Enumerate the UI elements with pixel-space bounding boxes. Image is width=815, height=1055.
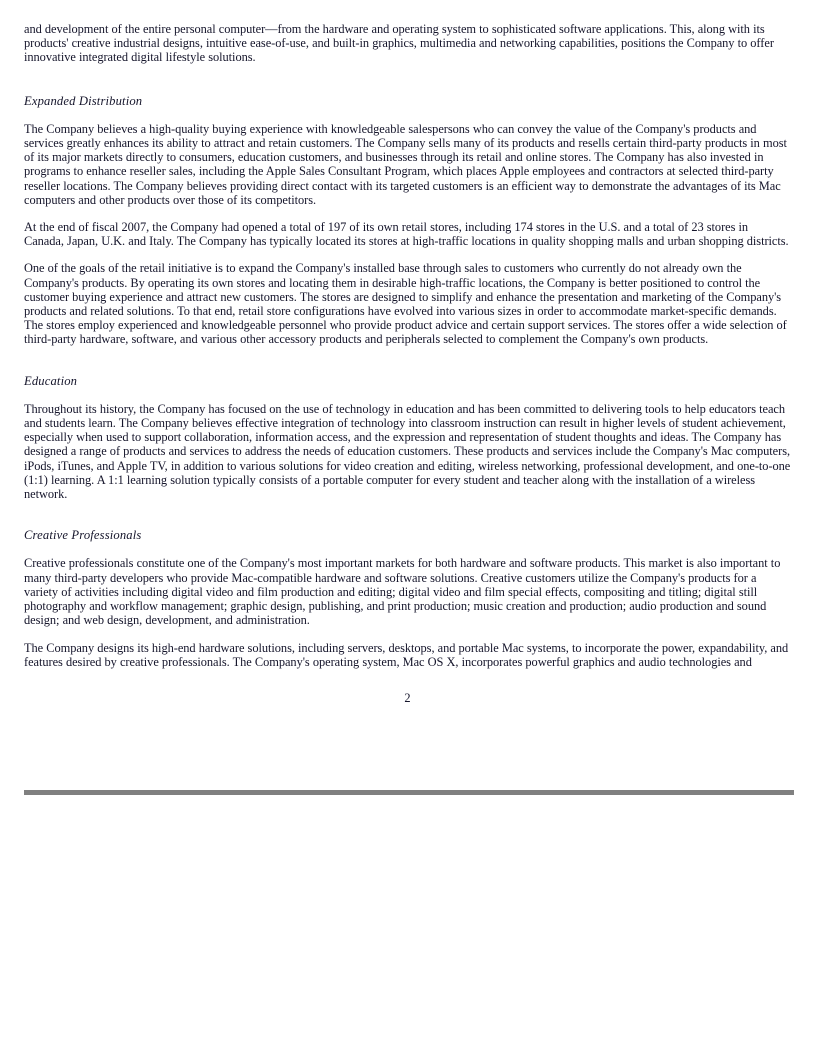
- page-number: 2: [404, 690, 411, 705]
- paragraph-intro-continued: and development of the entire personal computer—from the hardware and operating system to sophisticated software applications. This, along with its products' creative industrial designs, intuitive ease-of-use, and built-in graphics, multimedia and networking capabilities, positions the Company to offer innovative integrated digital lifestyle solutions.: [24, 22, 774, 65]
- heading-expanded-distribution: Expanded Distribution: [24, 93, 143, 108]
- text-block-container: [24, 22, 791, 669]
- paragraph-high-end-hardware: The Company designs its high-end hardware solutions, including servers, desktops, and portable Mac systems, to incorporate the power, expandability, and features desired by creative professionals. The Company's operating system, Mac OS X, incorporates powerful graphics and audio technologies and: [24, 640, 789, 669]
- paragraph-education-body: Throughout its history, the Company has focused on the use of technology in education and has been committed to delivering tools to help educators teach and students learn. The Company believes effective integration of technology into classroom instruction can result in higher levels of student achievement, especially when used to support collaboration, information access, and the expression and representation of student thoughts and ideas. The Company has designed a range of products and services to address the needs of education customers. These products and services include the Company's Mac computers, iPods, iTunes, and Apple TV, in addition to various solutions for video creation and editing, wireless networking, professional development, and one-to-one (1:1) learning. A 1:1 learning solution typically consists of a portable computer for every student and teacher along with the installation of a wireless network.: [24, 401, 791, 502]
- paragraph-retail-initiative-goals: One of the goals of the retail initiative is to expand the Company's installed base through sales to customers who currently do not already own the Company's products. By operating its own stores and locating them in desirable high-traffic locations, the Company is better positioned to control the customer buying experience and attract new customers. The stores are designed to simplify and enhance the presentation and marketing of the Company's products and related solutions. To that end, retail store configurations have evolved into various sizes in order to accommodate market-specific demands. The stores employ experienced and knowledgeable personnel who provide product advice and certain support services. The stores offer a wide selection of third-party hardware, software, and various other accessory products and peripherals selected to complement the Company's own products.: [24, 261, 787, 347]
- heading-education: Education: [24, 373, 78, 388]
- paragraph-creative-professionals-market: Creative professionals constitute one of the Company's most important markets for both hardware and software products. This market is also important to many third-party developers who provide Mac-compatible hardware and software solutions. Creative customers utilize the Company's products for a variety of activities including digital video and film production and editing; digital video and film special effects, compositing and titling; digital still photography and workflow management; graphic design, publishing, and print production; music creation and production; audio production and sound design; and web design, development, and administration.: [24, 556, 781, 628]
- paragraph-buying-experience: The Company believes a high-quality buying experience with knowledgeable salespersons who can convey the value of the Company's products and services greatly enhances its ability to attract and retain customers. The Company sells many of its products and resells certain third-party products in most of its major markets directly to consumers, education customers, and businesses through its retail and online stores. The Company has also invested in programs to enhance reseller sales, including the Apple Sales Consultant Program, which places Apple employees and contractors at selected third-party reseller locations. The Company believes providing direct contact with its targeted customers is an efficient way to demonstrate the advantages of its Mac computers and other products over those of its competitors.: [24, 121, 787, 207]
- paragraph-retail-stores-count: At the end of fiscal 2007, the Company had opened a total of 197 of its own retail stores, including 174 stores in the U.S. and a total of 23 stores in Canada, Japan, U.K. and Italy. The Company has typically located its stores at high-traffic locations in quality shopping malls and urban shopping districts.: [24, 220, 789, 249]
- heading-creative-professionals: Creative Professionals: [24, 528, 142, 543]
- below-page-area: [0, 795, 815, 1055]
